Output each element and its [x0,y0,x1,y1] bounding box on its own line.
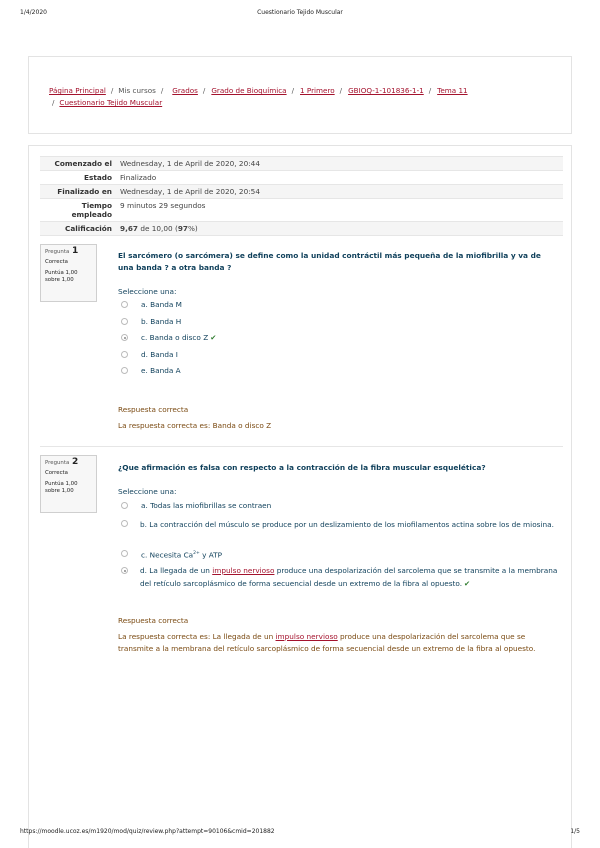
question-state: Correcta [45,470,68,476]
breadcrumb-course-code[interactable]: GBIOQ-1-101836-1-1 [348,86,424,95]
grade-percent-sign: %) [188,224,198,233]
print-date: 1/4/2020 [20,9,47,16]
q1-option-b[interactable]: b. Banda H [121,316,561,328]
summary-key: Estado [84,173,112,182]
question-1-right-answer: La respuesta correcta es: Banda o disco Z [118,421,272,430]
radio-button[interactable] [121,502,128,509]
grade-percent: 97 [177,224,188,233]
breadcrumb-separator: / [428,86,432,95]
summary-value: Wednesday, 1 de April de 2020, 20:44 [120,159,260,168]
q1-option-c[interactable]: c. Banda o disco Z ✔ [121,332,561,344]
summary-key: Calificación [65,224,112,233]
print-url: https://moodle.ucoz.es/m1920/mod/quiz/review.php?attempt=90106&cmid=201882 [20,828,275,835]
summary-row-state [40,170,563,184]
print-page-number: 1/5 [570,828,580,835]
glossary-link-impulso-nervioso[interactable]: impulso nervioso [212,566,275,575]
grade-value: 9,67 [120,224,139,233]
print-header [0,9,600,19]
question-1-prompt: Seleccione una: [118,287,177,296]
breadcrumb-my-courses: Mis cursos [118,86,156,95]
summary-key: Tiempo empleado [71,201,112,219]
breadcrumb-separator: / [52,98,55,107]
print-title: Cuestionario Tejido Muscular [257,9,343,16]
question-mark: Puntúa 1,00 sobre 1,00 [45,481,78,494]
summary-value [116,222,563,235]
summary-row-started [40,156,563,170]
radio-button[interactable] [121,550,128,557]
question-state: Correcta [45,259,68,265]
question-1-text: El sarcómero (o sarcómera) se define como la unidad contráctil más pequeña de la miofibrilla y va de una banda ? a otra banda ? [118,251,541,272]
check-icon: ✔ [464,578,471,588]
radio-button[interactable] [121,351,128,358]
breadcrumb-quiz[interactable]: Cuestionario Tejido Muscular [59,98,163,107]
summary-value: 9 minutos 29 segundos [120,201,206,210]
q1-option-a[interactable]: a. Banda M [121,299,561,311]
attempt-summary-table [40,156,563,236]
q1-option-d[interactable]: d. Banda I [121,349,561,361]
breadcrumb-separator: / [202,86,206,95]
breadcrumb-grado-bioquimica[interactable]: Grado de Bioquímica [211,86,287,95]
question-1-info [40,244,97,302]
radio-button[interactable] [121,318,128,325]
check-icon: ✔ [210,333,217,342]
q2-option-c[interactable]: c. Necesita $Ca^{2+}$ y ATP [121,548,561,561]
breadcrumb-grados[interactable]: Grados [172,86,198,95]
summary-row-grade [40,221,563,236]
q1-option-e[interactable]: e. Banda A [121,365,561,377]
summary-key: Finalizado en [57,187,112,196]
breadcrumb-panel [28,56,572,134]
q2-option-d[interactable]: d. La llegada de un impulso nervioso produce una despolarización del sarcolema que se transmite a la membrana del retículo sarcoplásmico de forma secuencial desde un extremo de la fibra al opuesto. ✔ [121,565,561,590]
summary-row-finished [40,184,563,198]
question-number: Pregunta 2 [45,457,79,467]
summary-key: Comenzado el [54,159,112,168]
question-2-prompt: Seleccione una: [118,487,177,496]
radio-button[interactable] [121,367,128,374]
radio-button-selected[interactable] [121,567,128,574]
q2-option-b[interactable]: b. La contracción del músculo se produce por un deslizamiento de los miofilamentos actina sobre los de miosina. [121,518,561,531]
question-2-info [40,455,97,513]
breadcrumb-separator: / [110,86,114,95]
breadcrumb [49,85,549,109]
breadcrumb-separator: / [160,86,164,95]
radio-button[interactable] [121,301,128,308]
divider [40,446,563,447]
breadcrumb-primero[interactable]: 1 Primero [300,86,335,95]
breadcrumb-separator: / [339,86,343,95]
question-2-feedback: Respuesta correcta [118,616,189,625]
q2-option-a[interactable]: a. Todas las miofibrillas se contraen [121,500,561,512]
breadcrumb-separator: / [291,86,295,95]
breadcrumb-home[interactable]: Página Principal [49,86,106,95]
summary-value: Finalizado [120,173,157,182]
question-2-right-answer: La respuesta correcta es: La llegada de un impulso nervioso produce una despolarización del sarcolema que se transmite a la membrana del retículo sarcoplásmico de forma secuencial desde un extremo de la fibra al opuesto. [118,632,536,653]
question-1-feedback: Respuesta correcta [118,405,189,414]
radio-button[interactable] [121,520,128,527]
breadcrumb-tema[interactable]: Tema 11 [437,86,468,95]
glossary-link-impulso-nervioso[interactable]: impulso nervioso [275,632,338,641]
question-2-text: ¿Que afirmación es falsa con respecto a la contracción de la fibra muscular esquelética? [118,463,486,472]
summary-row-time [40,198,563,221]
question-number: Pregunta 1 [45,246,79,256]
grade-max: de 10,00 ( [138,224,178,233]
radio-button-selected[interactable] [121,334,128,341]
summary-value: Wednesday, 1 de April de 2020, 20:54 [120,187,260,196]
question-mark: Puntúa 1,00 sobre 1,00 [45,270,78,283]
superscript: 2+ [193,551,200,556]
